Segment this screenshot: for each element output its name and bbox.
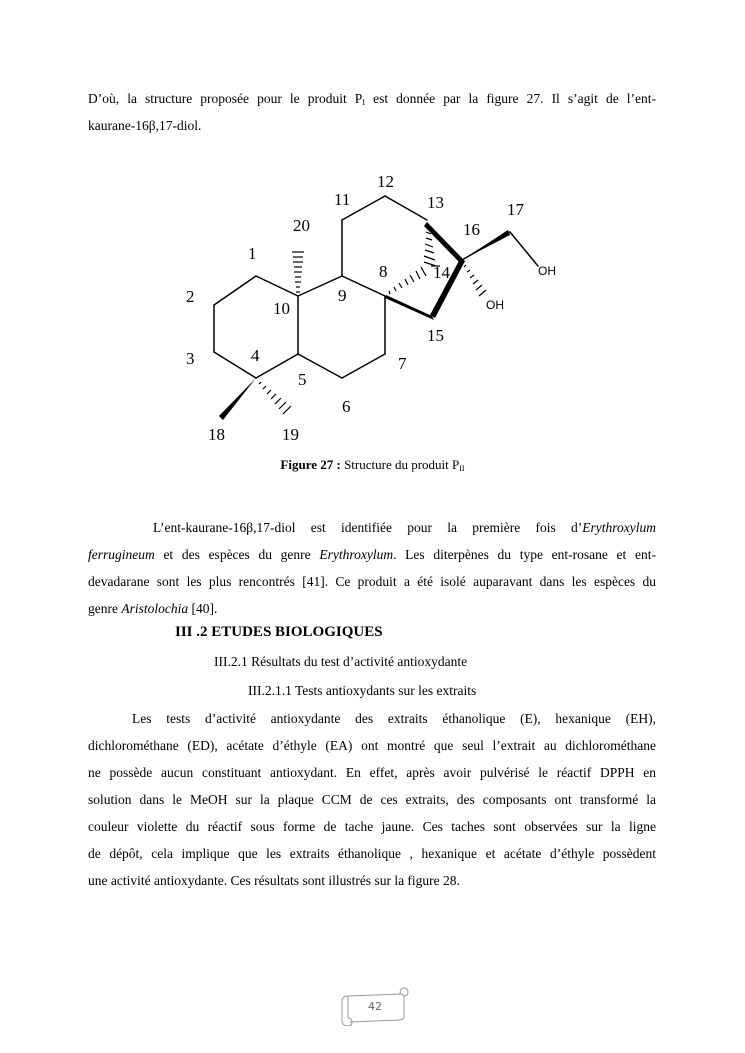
figure-caption-text: Structure du produit P xyxy=(340,457,460,472)
atom-number: 5 xyxy=(298,370,307,389)
atom-number: 7 xyxy=(398,354,407,373)
atom-number: 19 xyxy=(282,425,299,444)
atom-number: 11 xyxy=(334,190,351,209)
atom-number: 3 xyxy=(186,349,195,368)
bonds xyxy=(214,196,538,378)
figure-label: Figure 27 : xyxy=(280,457,341,472)
paragraph-2-line: de dépôt, cela implique que les extraits éthanolique , hexanique et acétate d’éthyle possèdent xyxy=(88,846,656,861)
figure-caption xyxy=(0,457,745,473)
atom-number: 13 xyxy=(427,193,444,212)
intro-line-2: kaurane-16β,17-diol. xyxy=(88,118,202,133)
hydroxyl-groups xyxy=(486,264,556,312)
figure-caption-sub: II xyxy=(459,464,465,473)
paragraph-2-line: couleur violette du réactif sous forme de tache jaune. Ces taches sont observées sur la ligne xyxy=(88,819,656,834)
subsubsection-heading: III.2.1.1 Tests antioxydants sur les extraits xyxy=(248,683,477,698)
paragraph-2-line: ne possède aucun constituant antioxydant. En effet, après avoir pulvérisé le réactif DPPH en xyxy=(88,765,656,780)
paragraph-2-line: dichlorométhane (ED), acétate d’éthyle (EA) ont montré que seul l’extrait au dichlorométhane xyxy=(88,738,656,753)
atom-number: 14 xyxy=(433,263,450,282)
page-number: 42 xyxy=(368,1000,382,1013)
oh-16-label: OH xyxy=(486,298,504,312)
paragraph-1 xyxy=(88,514,656,622)
section-heading: III .2 ETUDES BIOLOGIQUES xyxy=(175,624,383,640)
atom-number: 8 xyxy=(379,262,388,281)
atom-number: 20 xyxy=(293,216,310,235)
paragraph-1-line-2: ferrugineum et des espèces du genre Erythroxylum. Les diterpènes du type ent-rosane et ent- xyxy=(88,547,656,562)
atom-number: 6 xyxy=(342,397,351,416)
wedge-bonds xyxy=(219,222,510,420)
paragraph-1-line-3: devadarane sont les plus rencontrés [41]. Ce produit a été isolé auparavant dans les espèces du xyxy=(88,574,656,589)
paragraph-2 xyxy=(88,705,656,894)
subsection-heading: III.2.1 Résultats du test d’activité antioxydante xyxy=(214,654,468,669)
atom-number: 18 xyxy=(208,425,225,444)
paragraph-1-line-4: genre Aristolochia [40]. xyxy=(88,601,218,616)
paragraph-2-line: Les tests d’activité antioxydante des extraits éthanolique (E), hexanique (EH), xyxy=(132,711,656,726)
atom-number: 17 xyxy=(507,200,524,219)
atom-number: 4 xyxy=(251,346,260,365)
paragraph-1-line-1: L’ent-kaurane-16β,17-diol est identifiée pour la première fois d’Erythroxylum xyxy=(153,520,656,535)
atom-number: 9 xyxy=(338,286,347,305)
atom-number: 1 xyxy=(248,244,257,263)
kaurane-structure-diagram xyxy=(0,0,745,450)
oh-17-label: OH xyxy=(538,264,556,278)
atom-number: 2 xyxy=(186,287,195,306)
intro-line-1: D’où, la structure proposée pour le produit $P_I$ est donnée par la figure 27. Il s’agit de l’ent- xyxy=(88,91,656,107)
paragraph-2-line: solution dans le MeOH sur la plaque CCM de ces extraits, des composants ont transformé la xyxy=(88,792,656,807)
page-number-badge xyxy=(340,986,410,1026)
atom-number: 10 xyxy=(273,299,290,318)
atom-number: 15 xyxy=(427,326,444,345)
atom-number: 16 xyxy=(463,220,480,239)
paragraph-2-last-line: une activité antioxydante. Ces résultats sont illustrés sur la figure 28. xyxy=(88,873,460,888)
atom-number: 12 xyxy=(377,172,394,191)
